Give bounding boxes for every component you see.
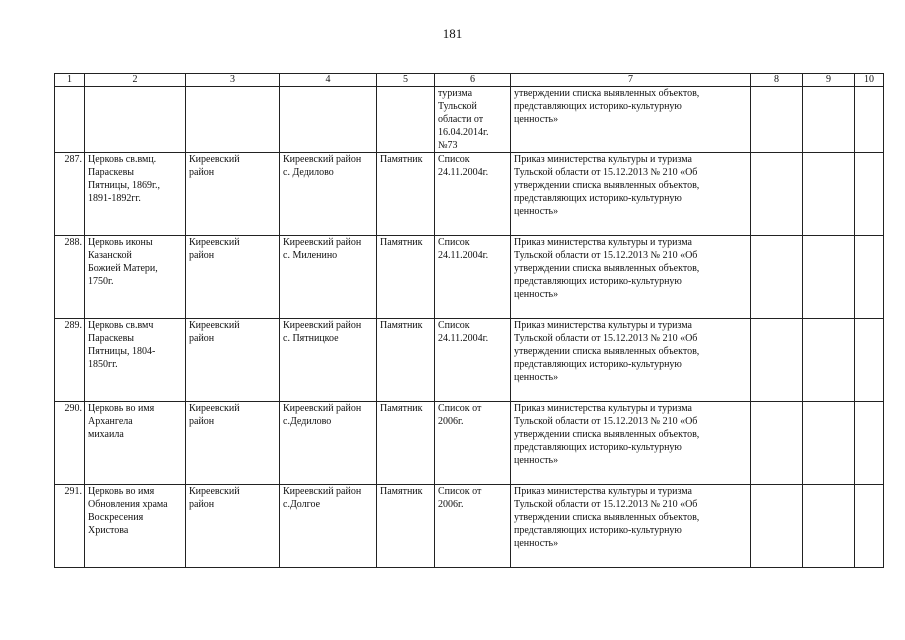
cell-line: ценность» bbox=[514, 114, 559, 125]
cell-line: с. Дедилово bbox=[283, 167, 334, 178]
cell-line: Тульской области от 15.12.2013 № 210 «Об bbox=[514, 250, 698, 261]
cell-line: михаила bbox=[88, 429, 124, 440]
cell-line: утверждении списка выявленных объектов, bbox=[514, 180, 700, 191]
cell-line: Киреевский район bbox=[283, 237, 362, 248]
empty-cell bbox=[855, 485, 884, 568]
row-number: 290. bbox=[55, 402, 85, 485]
cell-line: представляющих историко-культурную bbox=[514, 359, 682, 370]
order-cell bbox=[511, 319, 751, 402]
cell-line: Киреевский bbox=[189, 237, 240, 248]
cell-line: Церковь во имя bbox=[88, 486, 155, 497]
cell-line: 24.11.2004г. bbox=[438, 167, 489, 178]
empty-cell bbox=[855, 153, 884, 236]
cell-line: Список bbox=[438, 237, 470, 248]
cell-line: Список bbox=[438, 320, 470, 331]
cell-line: Приказ министерства культуры и туризма bbox=[514, 486, 692, 497]
cell-line: туризма bbox=[438, 88, 473, 99]
cell-line: район bbox=[189, 499, 215, 510]
cell-line: представляющих историко-культурную bbox=[514, 276, 682, 287]
empty-cell bbox=[751, 236, 803, 319]
cell-line: район bbox=[189, 333, 215, 344]
row-number: 289. bbox=[55, 319, 85, 402]
order-cell bbox=[511, 87, 751, 153]
column-number-header: 2 bbox=[85, 74, 186, 87]
heritage-registry-table bbox=[54, 73, 884, 568]
monument-row bbox=[55, 319, 884, 402]
empty-cell bbox=[751, 402, 803, 485]
cell-line: Список от bbox=[438, 403, 482, 414]
cell-line: Обновления храма bbox=[88, 499, 168, 510]
column-number-header: 5 bbox=[377, 74, 435, 87]
cell-line: Киреевский район bbox=[283, 320, 362, 331]
cell-line: утверждении списка выявленных объектов, bbox=[514, 263, 700, 274]
cell-line: с. Пятницкое bbox=[283, 333, 339, 344]
column-number-header: 4 bbox=[280, 74, 377, 87]
monument-row bbox=[55, 485, 884, 568]
cell-line: Киреевский bbox=[189, 320, 240, 331]
cell-line: представляющих историко-культурную bbox=[514, 193, 682, 204]
category-cell: Памятник bbox=[377, 319, 435, 402]
monument-name-cell bbox=[85, 485, 186, 568]
column-number-header: 7 bbox=[511, 74, 751, 87]
inclusion-document-cell bbox=[435, 153, 511, 236]
cell-line: Приказ министерства культуры и туризма bbox=[514, 154, 692, 165]
cell-line: с.Долгое bbox=[283, 499, 321, 510]
category-cell: Памятник bbox=[377, 402, 435, 485]
cell-line: представляющих историко-культурную bbox=[514, 101, 682, 112]
empty-cell bbox=[751, 153, 803, 236]
cell-line: ценность» bbox=[514, 372, 559, 383]
cell-line: представляющих историко-культурную bbox=[514, 525, 682, 536]
category-cell: Памятник bbox=[377, 153, 435, 236]
cell-line: 1850гг. bbox=[88, 359, 118, 370]
cell-line: Киреевский район bbox=[283, 403, 362, 414]
monument-name-cell bbox=[85, 319, 186, 402]
column-number-header: 10 bbox=[855, 74, 884, 87]
order-cell bbox=[511, 402, 751, 485]
cell-line: ценность» bbox=[514, 289, 559, 300]
cell-line: области от bbox=[438, 114, 484, 125]
column-number-header: 9 bbox=[803, 74, 855, 87]
cell-line: Тульской области от 15.12.2013 № 210 «Об bbox=[514, 416, 698, 427]
inclusion-document-cell bbox=[435, 485, 511, 568]
monument-name-cell bbox=[85, 236, 186, 319]
cell-line: Приказ министерства культуры и туризма bbox=[514, 403, 692, 414]
cell-line: 2006г. bbox=[438, 416, 464, 427]
cell-line: Список bbox=[438, 154, 470, 165]
cell-line: №73 bbox=[438, 140, 458, 151]
cell-line: ценность» bbox=[514, 206, 559, 217]
address-cell bbox=[280, 402, 377, 485]
district-cell bbox=[186, 236, 280, 319]
district-cell bbox=[186, 153, 280, 236]
category-cell: Памятник bbox=[377, 236, 435, 319]
cell-line: Киреевский район bbox=[283, 486, 362, 497]
monument-row bbox=[55, 236, 884, 319]
cell-line: Казанской bbox=[88, 250, 132, 261]
cell-line: 24.11.2004г. bbox=[438, 250, 489, 261]
cell-line: Тульской области от 15.12.2013 № 210 «Об bbox=[514, 167, 698, 178]
column-number-header: 3 bbox=[186, 74, 280, 87]
cell-line: с. Миленино bbox=[283, 250, 338, 261]
cell-line: Тульской bbox=[438, 101, 477, 112]
cell-line: 1750г. bbox=[88, 276, 114, 287]
address-cell bbox=[280, 153, 377, 236]
inclusion-document-cell bbox=[435, 319, 511, 402]
cell-line: Киреевский bbox=[189, 154, 240, 165]
empty-cell bbox=[855, 319, 884, 402]
district-cell bbox=[186, 402, 280, 485]
cell-line: Тульской области от 15.12.2013 № 210 «Об bbox=[514, 333, 698, 344]
inclusion-document-cell bbox=[435, 87, 511, 153]
column-number-header-row bbox=[55, 74, 884, 87]
empty-cell bbox=[803, 485, 855, 568]
column-number-header: 6 bbox=[435, 74, 511, 87]
cell-line: 1891-1892гг. bbox=[88, 193, 141, 204]
monument-name-cell bbox=[85, 402, 186, 485]
order-cell bbox=[511, 153, 751, 236]
cell-line: 2006г. bbox=[438, 499, 464, 510]
empty-cell bbox=[803, 153, 855, 236]
cell-line: Киреевский bbox=[189, 403, 240, 414]
category-cell: Памятник bbox=[377, 485, 435, 568]
cell-line: Параскевы bbox=[88, 333, 135, 344]
column-number-header: 1 bbox=[55, 74, 85, 87]
order-cell bbox=[511, 485, 751, 568]
empty-cell bbox=[855, 236, 884, 319]
cell-line: утверждении списка выявленных объектов, bbox=[514, 429, 700, 440]
cell-line: с.Дедилово bbox=[283, 416, 332, 427]
cell-line: Список от bbox=[438, 486, 482, 497]
cell-line: район bbox=[189, 250, 215, 261]
continuation-row bbox=[55, 87, 884, 153]
monument-row bbox=[55, 402, 884, 485]
cell-line: утверждении списка выявленных объектов, bbox=[514, 88, 700, 99]
cell-line: представляющих историко-культурную bbox=[514, 442, 682, 453]
cell-line: Тульской области от 15.12.2013 № 210 «Об bbox=[514, 499, 698, 510]
address-cell bbox=[280, 319, 377, 402]
column-number-header: 8 bbox=[751, 74, 803, 87]
empty-cell bbox=[803, 402, 855, 485]
cell-line: Архангела bbox=[88, 416, 133, 427]
address-cell bbox=[280, 485, 377, 568]
cell-line: Воскресения bbox=[88, 512, 144, 523]
district-cell bbox=[186, 485, 280, 568]
empty-cell bbox=[803, 319, 855, 402]
row-number: 291. bbox=[55, 485, 85, 568]
row-number: 287. bbox=[55, 153, 85, 236]
cell-line: Киреевский bbox=[189, 486, 240, 497]
cell-line: 16.04.2014г. bbox=[438, 127, 489, 138]
empty-cell bbox=[751, 485, 803, 568]
cell-line: утверждении списка выявленных объектов, bbox=[514, 346, 700, 357]
cell-line: утверждении списка выявленных объектов, bbox=[514, 512, 700, 523]
cell-line: Киреевский район bbox=[283, 154, 362, 165]
empty-cell bbox=[751, 319, 803, 402]
monument-name-cell bbox=[85, 153, 186, 236]
cell-line: Церковь св.вмч bbox=[88, 320, 154, 331]
cell-line: район bbox=[189, 416, 215, 427]
address-cell bbox=[280, 236, 377, 319]
inclusion-document-cell bbox=[435, 236, 511, 319]
inclusion-document-cell bbox=[435, 402, 511, 485]
cell-line: Церковь во имя bbox=[88, 403, 155, 414]
cell-line: Пятницы, 1804- bbox=[88, 346, 156, 357]
cell-line: Христова bbox=[88, 525, 129, 536]
district-cell bbox=[186, 319, 280, 402]
cell-line: Церковь св.вмц. bbox=[88, 154, 157, 165]
empty-cell bbox=[803, 236, 855, 319]
order-cell bbox=[511, 236, 751, 319]
cell-line: Божией Матери, bbox=[88, 263, 158, 274]
cell-line: Приказ министерства культуры и туризма bbox=[514, 320, 692, 331]
row-number: 288. bbox=[55, 236, 85, 319]
cell-line: Церковь иконы bbox=[88, 237, 153, 248]
cell-line: район bbox=[189, 167, 215, 178]
page-number: 181 bbox=[442, 26, 463, 41]
cell-line: Пятницы, 1869г., bbox=[88, 180, 160, 191]
cell-line: Параскевы bbox=[88, 167, 135, 178]
cell-line: 24.11.2004г. bbox=[438, 333, 489, 344]
cell-line: ценность» bbox=[514, 538, 559, 549]
empty-cell bbox=[855, 402, 884, 485]
cell-line: Приказ министерства культуры и туризма bbox=[514, 237, 692, 248]
monument-row bbox=[55, 153, 884, 236]
cell-line: ценность» bbox=[514, 455, 559, 466]
